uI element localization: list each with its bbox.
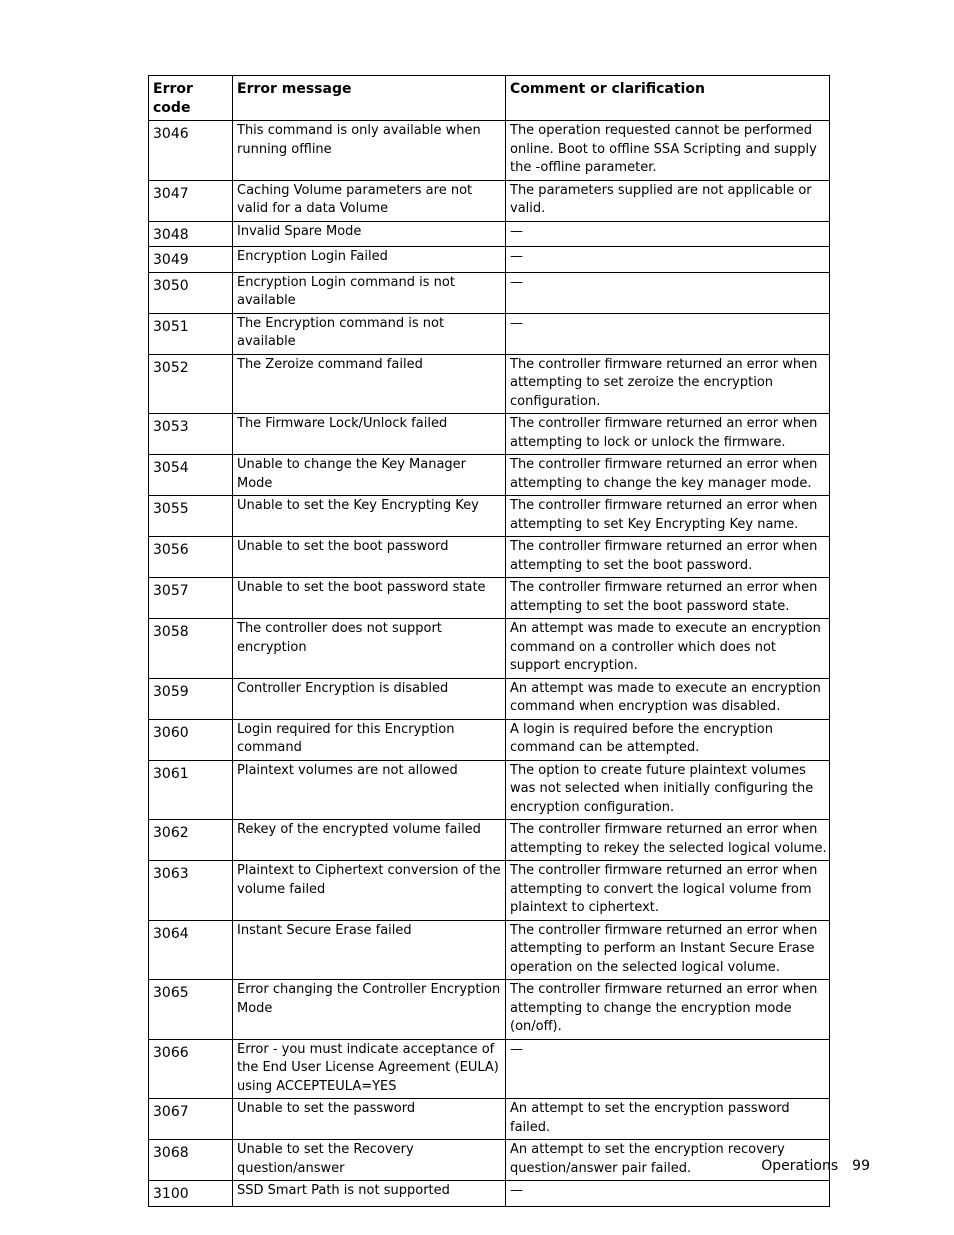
error-message-cell: SSD Smart Path is not supported [233, 1181, 506, 1207]
header-comment: Comment or clarification [506, 76, 830, 121]
error-message-cell: The Encryption command is not available [233, 313, 506, 354]
error-code-cell: 3054 [149, 455, 233, 496]
error-message-cell: Unable to set the Recovery question/answer [233, 1140, 506, 1181]
comment-cell: An attempt to set the encryption recovery question/answer pair failed. [506, 1140, 830, 1181]
error-message-cell: Unable to set the Key Encrypting Key [233, 496, 506, 537]
comment-cell: — [506, 272, 830, 313]
page-number: 99 [852, 1158, 870, 1174]
table-row [149, 272, 830, 313]
table-row [149, 760, 830, 820]
error-code-cell: 3048 [149, 221, 233, 247]
error-code-cell: 3067 [149, 1099, 233, 1140]
table-row [149, 920, 830, 980]
page-footer [761, 1158, 870, 1174]
table-header-row [149, 76, 830, 121]
table-row [149, 980, 830, 1040]
table-row [149, 861, 830, 921]
error-message-cell: Unable to change the Key Manager Mode [233, 455, 506, 496]
table-row [149, 414, 830, 455]
error-message-cell: The Firmware Lock/Unlock failed [233, 414, 506, 455]
comment-cell: An attempt was made to execute an encryption command when encryption was disabled. [506, 678, 830, 719]
table-row [149, 221, 830, 247]
comment-cell: — [506, 1181, 830, 1207]
comment-cell: The parameters supplied are not applicable or valid. [506, 180, 830, 221]
error-message-cell: Encryption Login command is not available [233, 272, 506, 313]
error-code-cell: 3053 [149, 414, 233, 455]
footer-section-title: Operations [761, 1158, 839, 1174]
table-row [149, 121, 830, 181]
table-row [149, 1039, 830, 1099]
error-message-cell: Login required for this Encryption command [233, 719, 506, 760]
error-message-cell: Error - you must indicate acceptance of the End User License Agreement (EULA) using ACCEPTEULA=YES [233, 1039, 506, 1099]
table-row [149, 455, 830, 496]
error-message-cell: The controller does not support encryption [233, 619, 506, 679]
table-row [149, 537, 830, 578]
error-code-cell: 3050 [149, 272, 233, 313]
error-message-cell: Invalid Spare Mode [233, 221, 506, 247]
error-message-cell: Unable to set the boot password state [233, 578, 506, 619]
error-code-cell: 3049 [149, 247, 233, 273]
comment-cell: The controller firmware returned an error when attempting to change the encryption mode (on/off). [506, 980, 830, 1040]
error-message-cell: Caching Volume parameters are not valid for a data Volume [233, 180, 506, 221]
error-message-cell: This command is only available when running offline [233, 121, 506, 181]
table-body [149, 121, 830, 1207]
comment-cell: An attempt was made to execute an encryption command on a controller which does not support encryption. [506, 619, 830, 679]
error-message-cell: Rekey of the encrypted volume failed [233, 820, 506, 861]
error-code-cell: 3046 [149, 121, 233, 181]
comment-cell: The controller firmware returned an error when attempting to set the boot password state. [506, 578, 830, 619]
comment-cell: An attempt to set the encryption password failed. [506, 1099, 830, 1140]
comment-cell: A login is required before the encryption command can be attempted. [506, 719, 830, 760]
table-row [149, 496, 830, 537]
error-message-cell: Plaintext volumes are not allowed [233, 760, 506, 820]
comment-cell: The controller firmware returned an error when attempting to perform an Instant Secure Erase operation on the selected logical volume. [506, 920, 830, 980]
error-code-cell: 3058 [149, 619, 233, 679]
error-code-cell: 3056 [149, 537, 233, 578]
error-code-table [148, 75, 830, 1207]
error-message-cell: Unable to set the password [233, 1099, 506, 1140]
table-row [149, 354, 830, 414]
error-code-cell: 3068 [149, 1140, 233, 1181]
comment-cell: The operation requested cannot be performed online. Boot to offline SSA Scripting and supply the -offline parameter. [506, 121, 830, 181]
error-message-cell: Encryption Login Failed [233, 247, 506, 273]
comment-cell: The option to create future plaintext volumes was not selected when initially configuring the encryption configuration. [506, 760, 830, 820]
error-code-cell: 3057 [149, 578, 233, 619]
comment-cell: The controller firmware returned an error when attempting to lock or unlock the firmware. [506, 414, 830, 455]
comment-cell: — [506, 247, 830, 273]
error-code-cell: 3047 [149, 180, 233, 221]
error-code-cell: 3064 [149, 920, 233, 980]
error-code-cell: 3051 [149, 313, 233, 354]
table-row [149, 1140, 830, 1181]
table-row [149, 180, 830, 221]
error-message-cell: Error changing the Controller Encryption Mode [233, 980, 506, 1040]
error-message-cell: Instant Secure Erase failed [233, 920, 506, 980]
comment-cell: The controller firmware returned an error when attempting to set the boot password. [506, 537, 830, 578]
comment-cell: — [506, 1039, 830, 1099]
comment-cell: The controller firmware returned an error when attempting to set zeroize the encryption configuration. [506, 354, 830, 414]
comment-cell: The controller firmware returned an error when attempting to set Key Encrypting Key name. [506, 496, 830, 537]
error-code-cell: 3100 [149, 1181, 233, 1207]
comment-cell: The controller firmware returned an error when attempting to rekey the selected logical volume. [506, 820, 830, 861]
table-row [149, 313, 830, 354]
error-code-cell: 3061 [149, 760, 233, 820]
table-row [149, 719, 830, 760]
table-row [149, 678, 830, 719]
error-message-cell: Unable to set the boot password [233, 537, 506, 578]
table-row [149, 619, 830, 679]
error-message-cell: The Zeroize command failed [233, 354, 506, 414]
comment-cell: — [506, 221, 830, 247]
error-code-cell: 3052 [149, 354, 233, 414]
table-row [149, 820, 830, 861]
comment-cell: — [506, 313, 830, 354]
error-message-cell: Plaintext to Ciphertext conversion of the volume failed [233, 861, 506, 921]
header-error-code: Error code [149, 76, 233, 121]
table-row [149, 1099, 830, 1140]
error-code-cell: 3059 [149, 678, 233, 719]
error-code-cell: 3055 [149, 496, 233, 537]
header-error-message: Error message [233, 76, 506, 121]
error-code-cell: 3060 [149, 719, 233, 760]
error-code-cell: 3063 [149, 861, 233, 921]
error-message-cell: Controller Encryption is disabled [233, 678, 506, 719]
table-row [149, 578, 830, 619]
table-row [149, 247, 830, 273]
table-row [149, 1181, 830, 1207]
error-code-cell: 3065 [149, 980, 233, 1040]
error-code-cell: 3062 [149, 820, 233, 861]
comment-cell: The controller firmware returned an error when attempting to convert the logical volume from plaintext to ciphertext. [506, 861, 830, 921]
error-code-cell: 3066 [149, 1039, 233, 1099]
comment-cell: The controller firmware returned an error when attempting to change the key manager mode. [506, 455, 830, 496]
